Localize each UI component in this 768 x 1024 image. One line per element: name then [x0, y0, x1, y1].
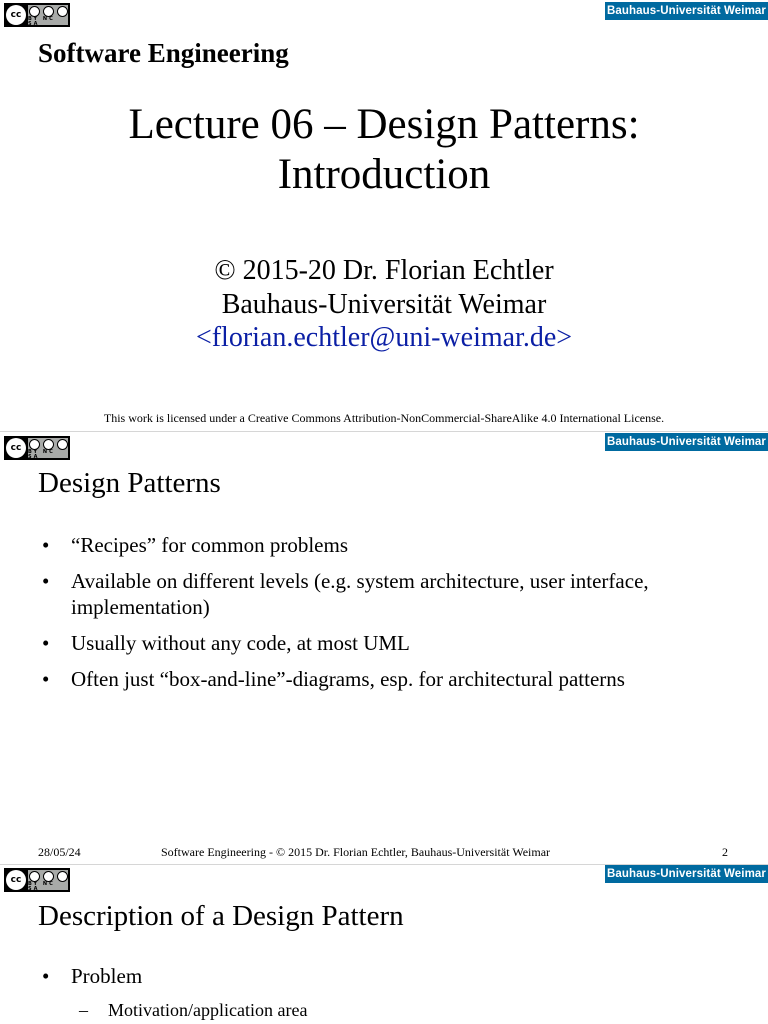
- footer-date: 28/05/24: [38, 845, 81, 859]
- creative-commons-icon: cc BY NC SA: [4, 436, 70, 460]
- list-item: • Available on different levels (e.g. system architecture, user interface, implementation): [42, 568, 732, 620]
- slide-1: [0, 0, 768, 431]
- slide-heading: Design Patterns: [38, 467, 221, 499]
- bullet-list: [42, 532, 732, 702]
- slide-2: [0, 432, 768, 864]
- creative-commons-icon: cc BY NC SA: [4, 868, 70, 892]
- lecture-title-line1: Lecture 06 – Design Patterns:: [128, 101, 640, 148]
- university-line: Bauhaus-Universität Weimar: [221, 289, 547, 320]
- course-title: Software Engineering: [38, 38, 289, 68]
- list-item: • “Recipes” for common problems: [42, 532, 732, 558]
- email-link[interactable]: <florian.echtler@uni-weimar.de>: [195, 322, 573, 353]
- bullet-list: [42, 963, 732, 1024]
- slide-3: [0, 865, 768, 1024]
- list-item: • Often just “box-and-line”-diagrams, esp. for architectural patterns: [42, 666, 732, 692]
- creative-commons-icon: cc BY NC SA: [4, 3, 70, 27]
- lecture-title-line2: Introduction: [277, 151, 491, 198]
- footer-center: Software Engineering - © 2015 Dr. Florian Echtler, Bauhaus-Universität Weimar: [161, 845, 551, 859]
- university-badge: Bauhaus-Universität Weimar: [605, 2, 768, 20]
- page-number: 2: [722, 845, 728, 859]
- university-badge: Bauhaus-Universität Weimar: [605, 433, 768, 451]
- sub-list-item: – Motivation/application area: [71, 998, 732, 1022]
- license-text: This work is licensed under a Creative Commons Attribution-NonCommercial-ShareAlike 4.0 International License.: [103, 411, 665, 425]
- university-badge: Bauhaus-Universität Weimar: [605, 865, 768, 883]
- list-item: • Usually without any code, at most UML: [42, 630, 732, 656]
- slide-heading: Description of a Design Pattern: [38, 900, 404, 932]
- list-item-label: Problem: [71, 964, 143, 988]
- list-item: [42, 963, 732, 1022]
- copyright-line: © 2015-20 Dr. Florian Echtler: [214, 255, 554, 286]
